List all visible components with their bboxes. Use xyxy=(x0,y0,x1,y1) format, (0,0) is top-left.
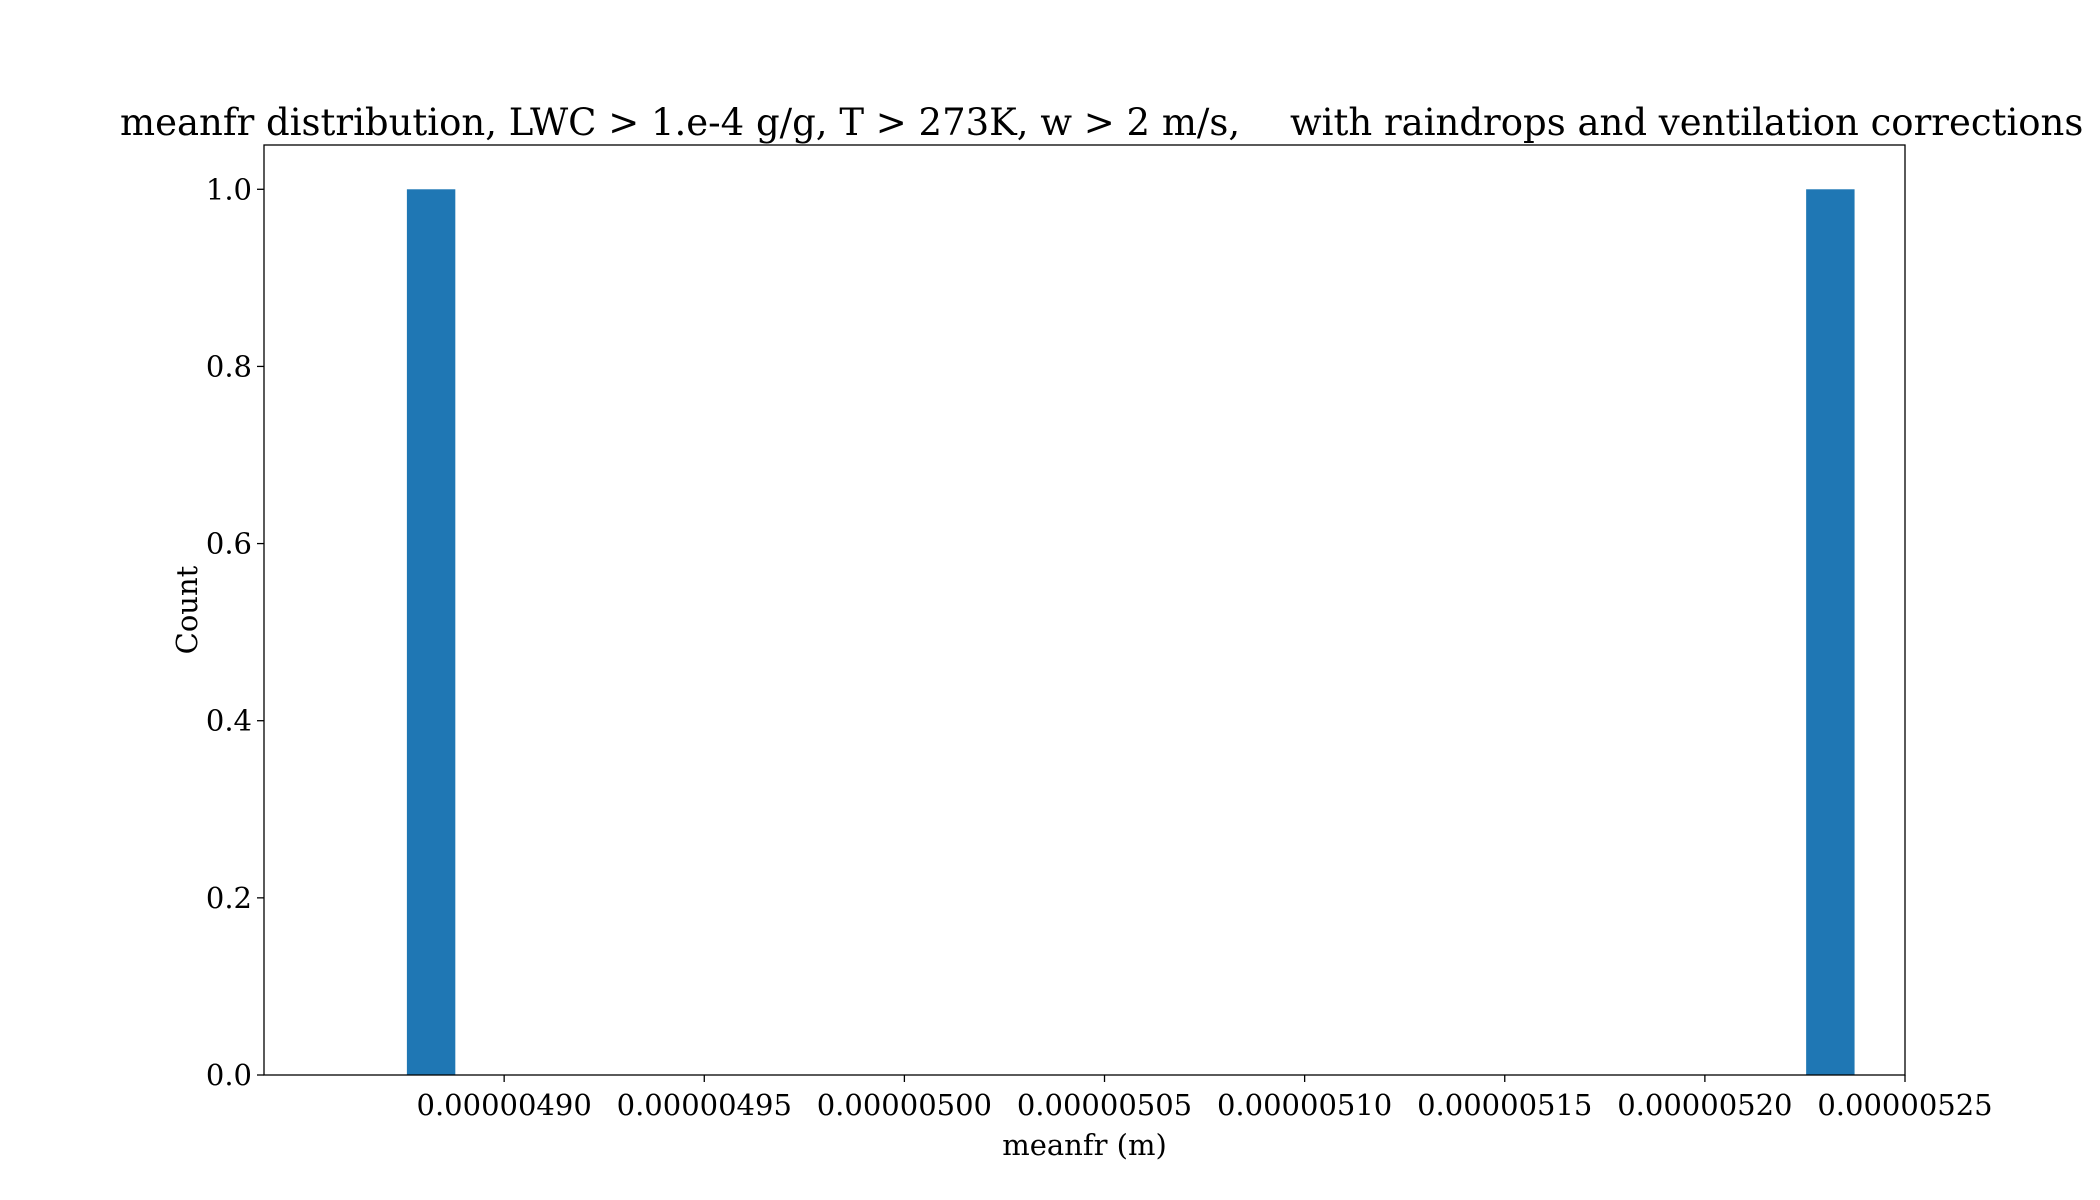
y-tick-label: 1.0 xyxy=(205,172,252,207)
x-axis xyxy=(417,1075,1993,1122)
x-tick-label: 0.00000510 xyxy=(1216,1088,1393,1122)
x-tick-label: 0.00000520 xyxy=(1617,1088,1793,1122)
plot-area-frame xyxy=(264,145,1905,1075)
y-tick-label: 0.6 xyxy=(205,526,252,561)
histogram-bar-2 xyxy=(1806,189,1854,1075)
x-tick-label: 0.00000505 xyxy=(1016,1088,1193,1122)
y-axis-label: Count xyxy=(170,565,204,655)
x-tick-label: 0.00000490 xyxy=(416,1088,592,1122)
x-tick-label: 0.00000500 xyxy=(816,1088,993,1122)
bars-layer xyxy=(407,189,1855,1075)
y-tick-label: 0.4 xyxy=(205,703,252,738)
x-tick-label: 0.00000495 xyxy=(616,1088,792,1122)
y-tick-label: 0.2 xyxy=(205,880,252,915)
chart-title-continuation: with raindrops and ventilation corrections xyxy=(1290,101,2084,144)
histogram-bar-1 xyxy=(407,189,455,1075)
x-axis-label: meanfr (m) xyxy=(1002,1128,1167,1162)
y-tick-label: 0.0 xyxy=(205,1058,252,1092)
x-tick-label: 0.00000525 xyxy=(1817,1088,1993,1122)
x-tick-label: 0.00000515 xyxy=(1417,1088,1593,1122)
chart-title: meanfr distribution, LWC > 1.e-4 g/g, T > 273K, w > 2 m/s, xyxy=(120,101,1241,144)
y-tick-label: 0.8 xyxy=(205,349,252,384)
y-axis xyxy=(206,172,264,1092)
